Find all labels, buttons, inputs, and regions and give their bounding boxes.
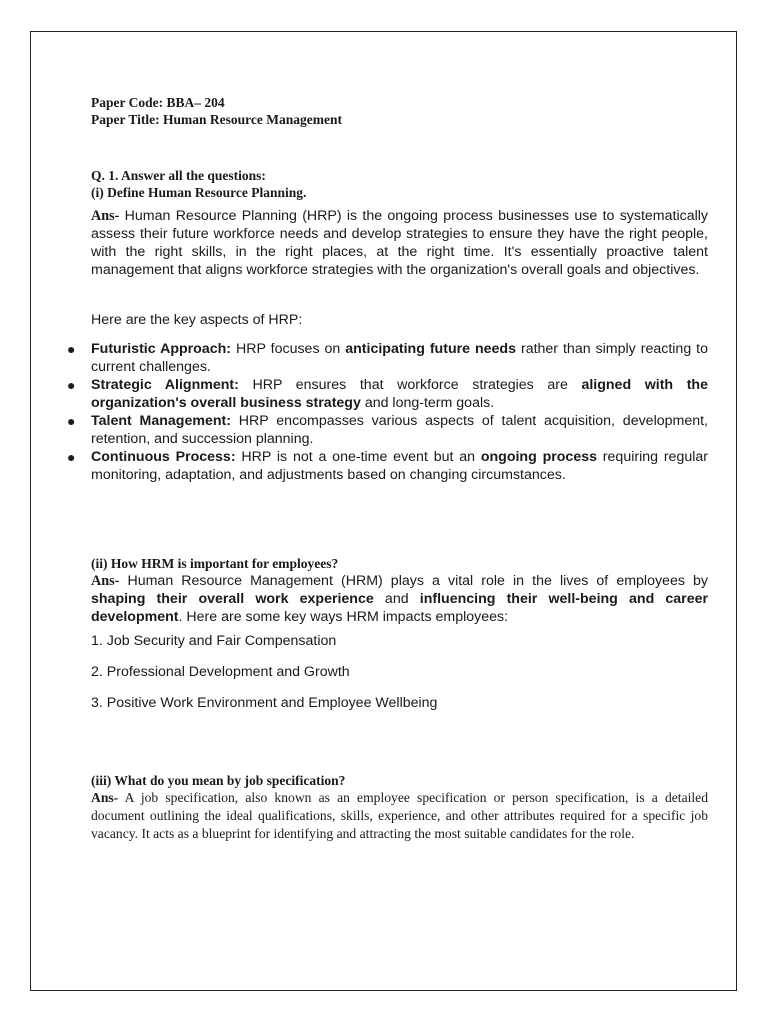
list-item: 3. Positive Work Environment and Employee Wellbeing: [91, 695, 438, 711]
bullet-text: and long-term goals.: [360, 395, 495, 411]
answer-1-text: Human Resource Planning (HRP) is the ongoing process businesses use to systematically assess their future workforce needs and develop strategies to ensure they have the right people, with the right skills, in the right places, at the right time. It's essentially proactive talent management that aligns workforce strategies with the organization's overall goals and objectives.: [91, 208, 708, 278]
bullet-emphasis: ongoing process: [480, 449, 597, 465]
answer-2-text: . Here are some key ways HRM impacts employees:: [178, 609, 509, 625]
answer-label: Ans-: [91, 573, 120, 589]
answer-2-text: and: [373, 591, 420, 607]
answer-1-paragraph: [91, 207, 708, 279]
question-1-title: Q. 1. Answer all the questions:: [91, 168, 266, 183]
question-1-sub-i: (i) Define Human Resource Planning.: [91, 185, 307, 200]
bullet-icon: ●: [67, 377, 76, 393]
bullet-emphasis: anticipating future needs: [345, 341, 516, 357]
paper-title: Paper Title: Human Resource Management: [91, 112, 342, 127]
bullet-icon: ●: [67, 413, 76, 429]
answer-2-text: Human Resource Management (HRM) plays a vital role in the lives of employees by: [119, 573, 708, 589]
bullet-text: HRP focuses on: [231, 341, 346, 357]
list-item: [67, 412, 708, 448]
question-3-heading: (iii) What do you mean by job specification?: [91, 773, 346, 788]
answer-label: Ans-: [91, 790, 119, 805]
paper-code: Paper Code: BBA– 204: [91, 95, 225, 110]
paper-meta: [91, 94, 342, 128]
bullet-text: requiring regular monitoring, adaptation, and adjustments based on changing circumstances.: [91, 449, 708, 483]
answer-3-text: A job specification, also known as an employee specification or person specification, is a detailed document outlining the ideal qualifications, skills, experience, and other attributes required for a specific job vacancy. It acts as a blueprint for identifying and attracting the most suitable candidates for the role.: [91, 790, 708, 841]
hrp-intro: Here are the key aspects of HRP:: [91, 312, 303, 328]
bullet-text: HRP ensures that workforce strategies are: [238, 377, 582, 393]
answer-2-paragraph: [91, 572, 708, 626]
bullet-icon: ●: [67, 449, 76, 465]
answer-2-emphasis: shaping their overall work experience: [91, 591, 374, 607]
question-1-heading: [91, 167, 306, 201]
list-item: [67, 448, 708, 484]
list-item: 1. Job Security and Fair Compensation: [91, 633, 337, 649]
answer-3-paragraph: [91, 789, 708, 843]
list-item: [67, 340, 709, 376]
question-2-heading: (ii) How HRM is important for employees?: [91, 556, 339, 571]
list-item: [67, 376, 708, 412]
bullet-label: Continuous Process:: [91, 449, 236, 465]
bullet-icon: ●: [67, 341, 76, 357]
bullet-label: Talent Management:: [91, 413, 231, 429]
answer-2-emphasis: influencing their well-being and career development: [91, 591, 708, 625]
answer-label: Ans-: [91, 208, 120, 224]
bullet-text: rather than simply reacting to current challenges.: [91, 341, 709, 375]
bullet-emphasis: aligned with the organization's overall business strategy: [91, 377, 708, 411]
bullet-text: HRP is not a one-time event but an: [235, 449, 481, 465]
bullet-label: Futuristic Approach:: [91, 341, 232, 357]
list-item: 2. Professional Development and Growth: [91, 664, 350, 680]
bullet-label: Strategic Alignment:: [91, 377, 239, 393]
bullet-text: HRP encompasses various aspects of talent acquisition, development, retention, and succession planning.: [91, 413, 708, 447]
document-page: [30, 31, 737, 991]
hrp-aspects-list: [67, 340, 709, 484]
